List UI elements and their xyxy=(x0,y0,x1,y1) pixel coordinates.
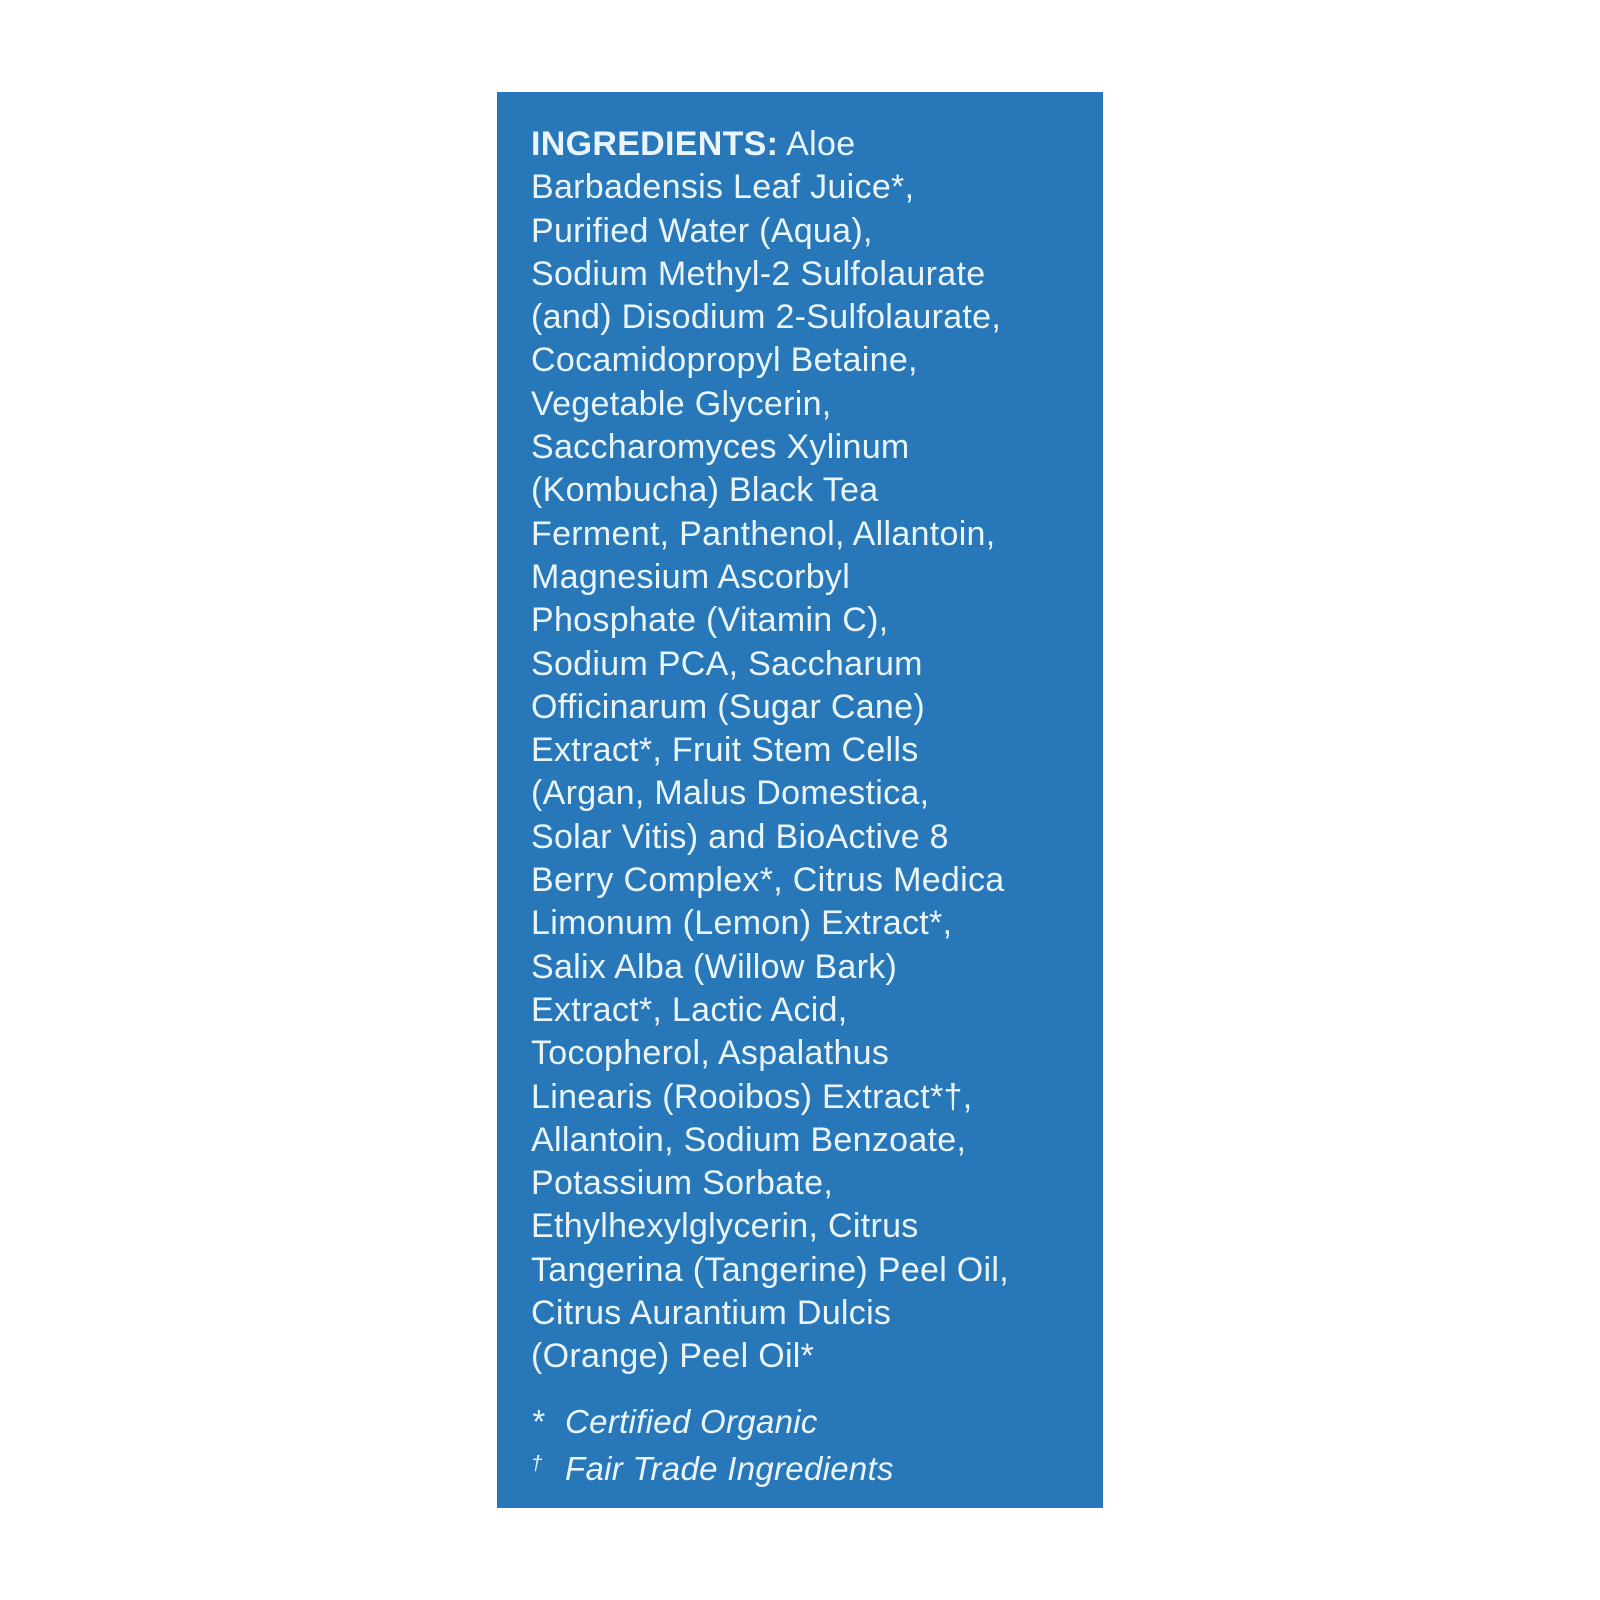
ingredient-line-first-rest: Aloe xyxy=(786,125,856,163)
ingredient-line: Ethylhexylglycerin, Citrus xyxy=(531,1207,919,1246)
ingredient-line: Magnesium Ascorbyl xyxy=(531,557,851,596)
ingredient-line: Potassium Sorbate, xyxy=(531,1164,834,1203)
ingredients-heading: INGREDIENTS: xyxy=(531,125,779,163)
ingredient-line: Ferment, Panthenol, Allantoin, xyxy=(531,514,996,553)
ingredient-line: Sodium Methyl-2 Sulfolaurate xyxy=(531,254,986,293)
ingredient-line: Officinarum (Sugar Cane) xyxy=(531,687,925,726)
ingredient-line: Extract*, Fruit Stem Cells xyxy=(531,731,919,770)
ingredient-line: (Kombucha) Black Tea xyxy=(531,471,879,510)
ingredient-line: Tangerina (Tangerine) Peel Oil, xyxy=(531,1250,1009,1289)
ingredient-line: (and) Disodium 2-Sulfolaurate, xyxy=(531,298,1002,337)
ingredient-line: Saccharomyces Xylinum xyxy=(531,428,910,467)
ingredient-line: Linearis (Rooibos) Extract*†, xyxy=(531,1077,973,1116)
ingredient-line: Citrus Aurantium Dulcis xyxy=(531,1294,892,1333)
ingredient-line: Purified Water (Aqua), xyxy=(531,211,873,250)
ingredients-text-block xyxy=(531,123,1087,1379)
ingredient-line: Limonum (Lemon) Extract*, xyxy=(531,904,953,943)
ingredient-line-first xyxy=(531,123,1087,166)
ingredient-line: Cocamidopropyl Betaine, xyxy=(531,341,918,380)
ingredient-line: (Argan, Malus Domestica, xyxy=(531,774,930,813)
ingredients-list xyxy=(531,166,1087,1378)
footnote-certified-organic-text: Certified Organic xyxy=(565,1402,818,1440)
footnote-certified-organic xyxy=(531,1401,1087,1443)
ingredient-line: Extract*, Lactic Acid, xyxy=(531,990,848,1029)
footnote-fair-trade-text: Fair Trade Ingredients xyxy=(565,1449,894,1487)
ingredient-line: Salix Alba (Willow Bark) xyxy=(531,947,898,986)
ingredient-line: Barbadensis Leaf Juice*, xyxy=(531,168,915,207)
dagger-marker: † xyxy=(531,1451,543,1475)
ingredient-line: Allantoin, Sodium Benzoate, xyxy=(531,1120,967,1159)
ingredient-line: Vegetable Glycerin, xyxy=(531,384,832,423)
footnotes xyxy=(531,1401,1087,1490)
ingredients-panel xyxy=(497,92,1103,1508)
asterisk-marker: * xyxy=(531,1402,545,1440)
ingredient-line: Solar Vitis) and BioActive 8 xyxy=(531,817,949,856)
ingredient-line: Sodium PCA, Saccharum xyxy=(531,644,923,683)
ingredient-line: (Orange) Peel Oil* xyxy=(531,1337,815,1376)
ingredient-line: Phosphate (Vitamin C), xyxy=(531,601,889,640)
ingredient-line: Tocopherol, Aspalathus xyxy=(531,1034,890,1073)
ingredient-line: Berry Complex*, Citrus Medica xyxy=(531,861,1005,900)
footnote-fair-trade xyxy=(531,1443,1087,1490)
